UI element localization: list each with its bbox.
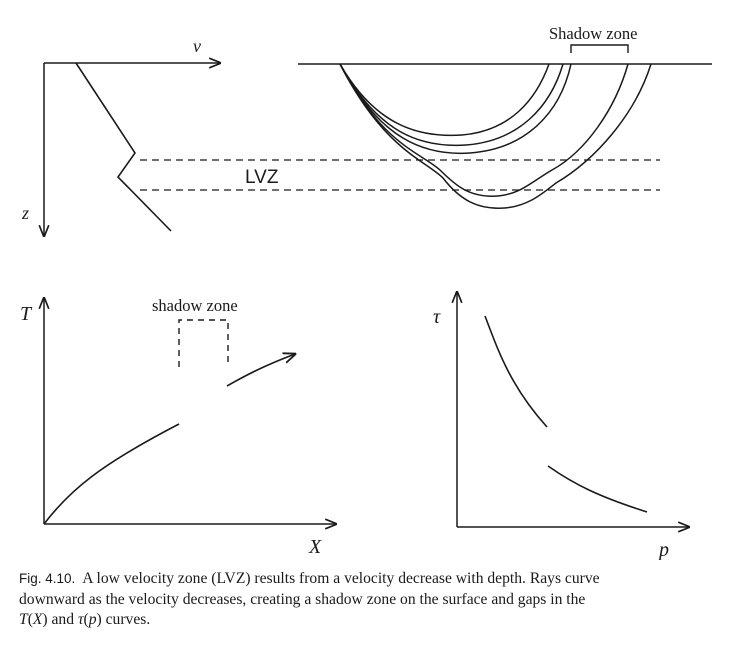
- p-axis-label: p: [659, 539, 669, 560]
- ray-path-lvz: [340, 64, 651, 208]
- caption-line-2: downward as the velocity decreases, creating a shadow zone on the surface and gaps in the: [19, 590, 586, 608]
- shadow-zone-label: Shadow zone: [549, 24, 638, 43]
- lvz-label: LVZ: [245, 167, 279, 188]
- depth-axis-label: z: [22, 203, 30, 223]
- figure-caption: [19, 569, 721, 631]
- tau-axis-label: τ: [433, 306, 441, 328]
- tau-p-curve-lower: [548, 466, 647, 512]
- caption-paren: (: [83, 611, 89, 628]
- caption-x-symbol: X: [32, 611, 43, 628]
- caption-and: ) and: [42, 611, 78, 628]
- x-axis-label: X: [309, 536, 322, 558]
- figure-number: Fig. 4.10.: [19, 571, 76, 586]
- travel-time-curve-continuation: [227, 354, 295, 386]
- caption-end: ) curves.: [96, 611, 151, 628]
- caption-p-symbol: p: [88, 611, 97, 628]
- ray-path: [340, 64, 549, 135]
- travel-time-panel: [20, 296, 336, 558]
- ray-path-lvz: [340, 64, 628, 196]
- shadow-zone-bracket: [571, 45, 628, 53]
- caption-tau-symbol: τ: [77, 611, 84, 628]
- tau-p-panel: [433, 292, 689, 560]
- ray-path: [340, 64, 563, 145]
- velocity-depth-panel: [21, 36, 220, 236]
- caption-t-symbol: T: [19, 611, 28, 628]
- tau-p-curve-upper: [485, 316, 547, 427]
- shadow-zone-tx-label: shadow zone: [152, 296, 238, 315]
- ray-path-panel: [298, 24, 712, 208]
- velocity-axis-label: v: [193, 36, 201, 56]
- shadow-zone-box: [179, 320, 228, 367]
- caption-line-1: A low velocity zone (LVZ) results from a velocity decrease with depth. Rays curve: [82, 570, 600, 587]
- velocity-profile-curve: [76, 63, 171, 231]
- t-axis-label: T: [20, 303, 32, 325]
- caption-paren: (: [27, 611, 33, 628]
- travel-time-curve: [44, 424, 179, 524]
